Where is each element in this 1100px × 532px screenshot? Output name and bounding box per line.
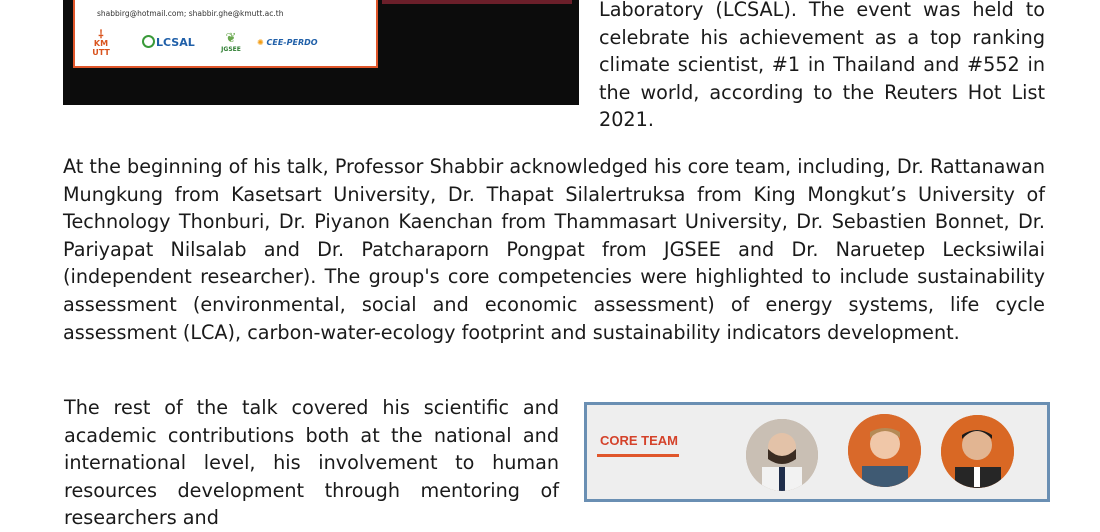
contributions-paragraph: The rest of the talk covered his scientific and academic contributions both at the national and international level, his involvement to human resources development through mentoring of researchers and xyxy=(64,396,559,530)
intro-paragraph: Laboratory (LCSAL). The event was held to celebrate his achievement as a top ranking climate scientist, #1 in Thailand and #552 in the world, according to the Reuters Hot List 2021. xyxy=(599,0,1045,131)
slide-email-text: shabbirg@hotmail.com; shabbir.ghe@kmutt.ac.th xyxy=(97,9,284,18)
core-team-label: CORE TEAM xyxy=(600,433,678,448)
core-team-paragraph: At the beginning of his talk, Professor Shabbir acknowledged his core team, including, Dr. Rattanawan Mungkung from Kasetsart University, Dr. Thapat Silalertruksa from King Mongkut’s University of Technology Thonburi, Dr. Piyanon Kaenchan from Thammasart University, Dr. Sebastien Bonnet, Dr. Pariyapat Nilsalab and Dr. Patcharaporn Pongpat from JGSEE and Dr. Naruetep Lecksiwilai (independent researcher). The group's core competencies were highlighted to include sustainability assessment (environmental, social and economic assessment) of energy systems, life cycle assessment (LCA), carbon-water-ecology footprint and sustainability indicators development. xyxy=(63,155,1045,344)
lcsal-ring-icon xyxy=(142,35,155,48)
lcsal-logo xyxy=(142,35,195,49)
kmutt-logo xyxy=(90,30,112,56)
lcsal-logo-text: LCSAL xyxy=(156,36,195,49)
slide-inset-video xyxy=(382,0,572,4)
kmutt-logo-text: KM UTT xyxy=(92,39,110,57)
cee-dot-icon: ✺ xyxy=(257,38,264,47)
jgsee-logo xyxy=(216,32,246,53)
jgsee-leaf-icon: ❦ xyxy=(225,31,237,46)
team-member-avatar xyxy=(941,415,1014,488)
team-member-avatar xyxy=(746,419,818,491)
kmutt-mark-icon: ⸸ xyxy=(98,28,104,41)
cee-logo-text: CEE-PERDO xyxy=(266,38,318,47)
team-member-avatar xyxy=(848,414,921,487)
core-team-underline xyxy=(597,454,679,457)
cee-perdo-logo xyxy=(257,38,318,47)
jgsee-logo-text: JGSEE xyxy=(221,46,241,53)
